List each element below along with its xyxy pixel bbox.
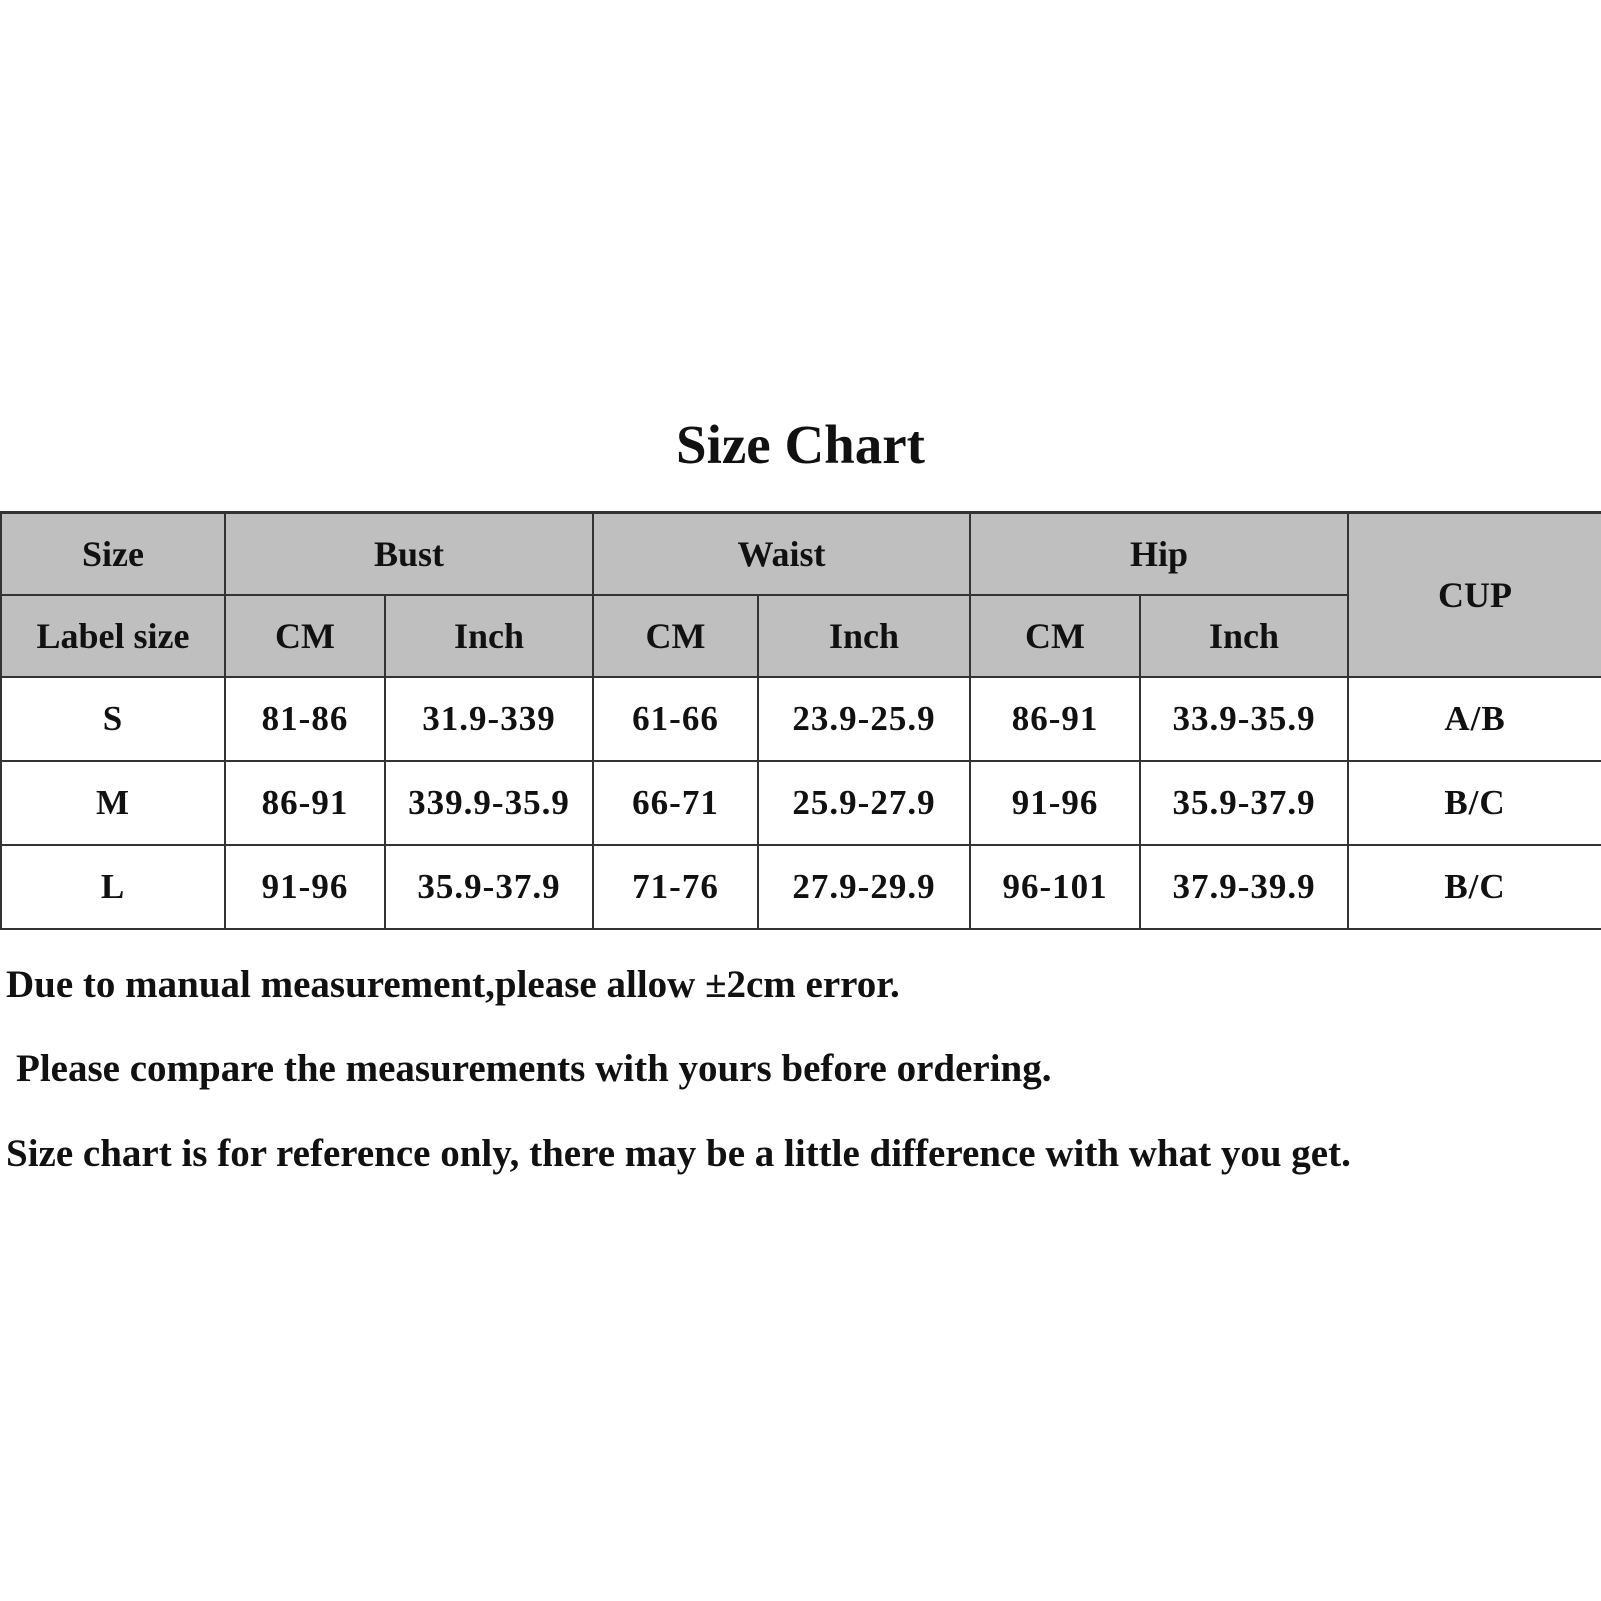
note-reference-only: Size chart is for reference only, there may be a little difference with what you get. — [6, 1132, 1351, 1175]
cell-hip-cm: 96-101 — [970, 845, 1140, 929]
header-bust-inch: Inch — [385, 595, 593, 677]
cell-hip-cm: 91-96 — [970, 761, 1140, 845]
cell-bust-cm: 81-86 — [225, 677, 385, 761]
table-header-row-groups — [1, 513, 1601, 596]
cell-hip-inch: 37.9-39.9 — [1140, 845, 1348, 929]
cell-hip-inch: 33.9-35.9 — [1140, 677, 1348, 761]
header-bust: Bust — [225, 513, 593, 596]
cell-bust-cm: 86-91 — [225, 761, 385, 845]
cell-cup: B/C — [1348, 845, 1601, 929]
cell-size: L — [1, 845, 225, 929]
cell-waist-inch: 27.9-29.9 — [758, 845, 970, 929]
note-measurement-error: Due to manual measurement,please allow ±2cm error. — [6, 963, 900, 1006]
cell-size: M — [1, 761, 225, 845]
cell-waist-cm: 61-66 — [593, 677, 758, 761]
cell-waist-cm: 71-76 — [593, 845, 758, 929]
cell-waist-inch: 25.9-27.9 — [758, 761, 970, 845]
header-size: Size — [1, 513, 225, 596]
cell-cup: B/C — [1348, 761, 1601, 845]
note-compare-measurements: Please compare the measurements with yours before ordering. — [16, 1047, 1052, 1090]
page-title: Size Chart — [676, 414, 925, 475]
header-hip-inch: Inch — [1140, 595, 1348, 677]
cell-waist-inch: 23.9-25.9 — [758, 677, 970, 761]
header-waist: Waist — [593, 513, 970, 596]
cell-waist-cm: 66-71 — [593, 761, 758, 845]
header-waist-cm: CM — [593, 595, 758, 677]
table-row — [1, 845, 1601, 929]
cell-size: S — [1, 677, 225, 761]
cell-bust-cm: 91-96 — [225, 845, 385, 929]
header-hip: Hip — [970, 513, 1348, 596]
cell-bust-inch: 35.9-37.9 — [385, 845, 593, 929]
header-label-size: Label size — [1, 595, 225, 677]
cell-hip-inch: 35.9-37.9 — [1140, 761, 1348, 845]
cell-cup: A/B — [1348, 677, 1601, 761]
table-row — [1, 677, 1601, 761]
header-hip-cm: CM — [970, 595, 1140, 677]
table-row — [1, 761, 1601, 845]
header-bust-cm: CM — [225, 595, 385, 677]
size-chart-table — [0, 511, 1601, 930]
cell-bust-inch: 339.9-35.9 — [385, 761, 593, 845]
cell-bust-inch: 31.9-339 — [385, 677, 593, 761]
cell-hip-cm: 86-91 — [970, 677, 1140, 761]
header-waist-inch: Inch — [758, 595, 970, 677]
header-cup: CUP — [1348, 513, 1601, 678]
